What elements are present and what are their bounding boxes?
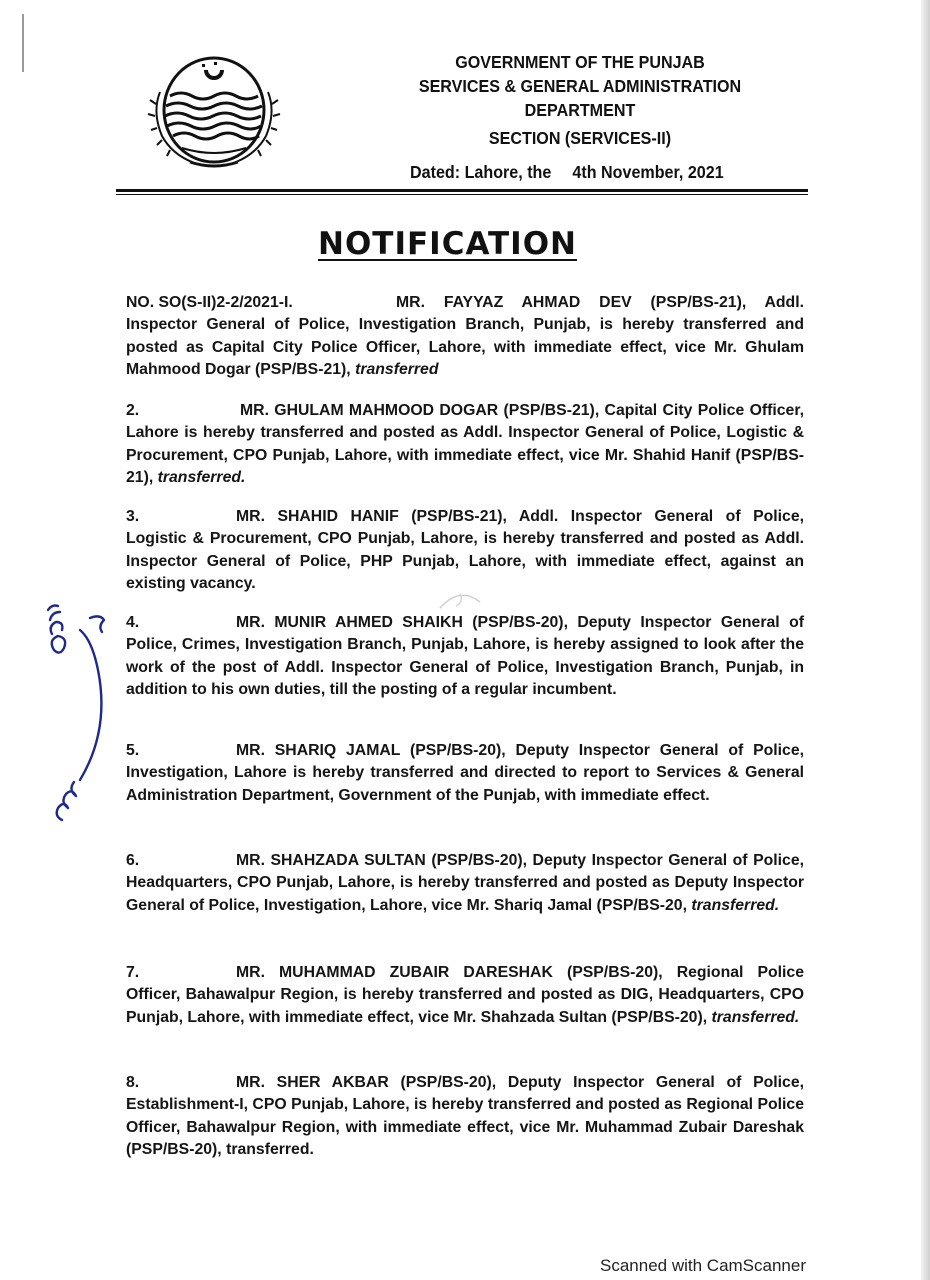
dated-month-year: November, 2021: [601, 162, 724, 182]
page-title: NOTIFICATION: [318, 226, 578, 262]
paragraph-body: (PSP/BS-21), Addl. Inspector General of Police, Logistic & Procurement, CPO Punjab, Lahore, is hereby transferred and posted as Addl. Inspector General of Police, PHP Punjab, Lahore, with immediate effect, against an existing vacancy.: [126, 508, 804, 593]
paragraph-number: 7.: [126, 964, 140, 981]
scan-edge-shadow: [921, 0, 930, 1280]
faint-stamp-mark: [436, 586, 484, 616]
notification-paragraph: [126, 962, 804, 1029]
paragraph-body: (PSP/BS-21), Addl. Inspector General of Police, Investigation Branch, Punjab, is hereby transferred and posted as Capital City Police Officer, Lahore, with immediate effect, vice Mr. Ghulam Mahmood Dogar (PSP/BS-21),: [126, 294, 804, 379]
dated-day: 4th: [572, 162, 597, 182]
officer-name: MR. SHAHZADA SULTAN: [236, 852, 426, 869]
paragraph-body: (PSP/BS-20), Regional Police Officer, Bahawalpur Region, is hereby transferred and posted as DIG, Headquarters, CPO Punjab, Lahore, with immediate effect, vice Mr. Shahzada Sultan (PSP/BS-20),: [126, 964, 804, 1026]
paragraph-number: 8.: [126, 1074, 140, 1091]
scan-edge-line: [22, 14, 24, 72]
paragraph-body: (PSP/BS-20), Deputy Inspector General of Police, Establishment-I, CPO Punjab, Lahore, is hereby transferred and posted as Regional Police Officer, Bahawalpur Region, with immediate effect, vice Mr. Muhammad Zubair Dareshak (PSP/BS-20), transferred.: [126, 1074, 804, 1159]
notification-paragraph: [126, 506, 804, 596]
paragraph-number: 6.: [126, 852, 140, 869]
handwritten-signature: [40, 590, 120, 830]
paragraph-tail: transferred.: [711, 1008, 800, 1026]
paragraph-tail: transferred.: [157, 469, 246, 487]
paragraph-tail: transferred: [355, 361, 439, 379]
dated-prefix: Dated: Lahore, the: [410, 162, 552, 182]
paragraph-body: (PSP/BS-20), Deputy Inspector General of Police, Investigation, Lahore is hereby transferred and directed to report to Services & General Administration Department, Government of the Punjab, with immediate effect.: [126, 742, 804, 804]
officer-name: MR. MUNIR AHMED SHAIKH: [236, 614, 463, 631]
notification-paragraph: [126, 292, 804, 382]
paragraph-body: (PSP/BS-21), Capital City Police Officer, Lahore is hereby transferred and posted as Addl. Inspector General of Police, Logistic & Procurement, CPO Punjab, Lahore, with immediate effect, vice Mr. Shahid Hanif (PSP/BS-21),: [126, 402, 804, 487]
paragraph-body: (PSP/BS-20), Deputy Inspector General of Police, Headquarters, CPO Punjab, Lahore, is hereby transferred and posted as Deputy Inspector General of Police, Investigation, Lahore, vice Mr. Shariq Jamal (PSP/BS-20,: [126, 852, 804, 914]
officer-name: MR. MUHAMMAD ZUBAIR DARESHAK: [236, 964, 553, 981]
dated-line: [410, 162, 724, 183]
notification-paragraph: [126, 1072, 804, 1162]
notification-paragraph: [126, 740, 804, 807]
header-department-line2: DEPARTMENT: [524, 100, 636, 120]
paragraph-number: 4.: [126, 614, 140, 631]
scanner-footer: Scanned with CamScanner: [600, 1256, 807, 1275]
header-government: GOVERNMENT OF THE PUNJAB: [455, 52, 705, 72]
notification-paragraph: [126, 612, 804, 702]
officer-name: MR. GHULAM MAHMOOD DOGAR: [240, 402, 499, 419]
punjab-government-seal-icon: [146, 52, 282, 176]
header-section: SECTION (SERVICES-II): [488, 128, 672, 148]
paragraph-number: NO. SO(S-II)2-2/2021-I.: [126, 294, 293, 311]
notification-paragraph: [126, 400, 804, 490]
notification-paragraph: [126, 850, 804, 917]
officer-name: MR. SHER AKBAR: [236, 1074, 389, 1091]
paragraph-body: (PSP/BS-20), Deputy Inspector General of Police, Crimes, Investigation Branch, Punjab, Lahore, is hereby assigned to look after the work of the post of Addl. Inspector General of Police, Investigation Branch, Punjab, in addition to his own duties, till the posting of a regular incumbent.: [126, 614, 804, 699]
officer-name: MR. FAYYAZ AHMAD DEV: [396, 294, 632, 311]
paragraph-tail: transferred.: [691, 896, 780, 914]
officer-name: MR. SHARIQ JAMAL: [236, 742, 401, 759]
paragraph-number: 5.: [126, 742, 140, 759]
paragraph-number: 2.: [126, 402, 140, 419]
header-rule-thick: [116, 189, 808, 192]
letterhead: [390, 50, 770, 150]
paragraph-number: 3.: [126, 508, 140, 525]
header-rule-thin: [116, 194, 808, 195]
header-department-line1: SERVICES & GENERAL ADMINISTRATION: [418, 76, 742, 96]
officer-name: MR. SHAHID HANIF: [236, 508, 399, 525]
